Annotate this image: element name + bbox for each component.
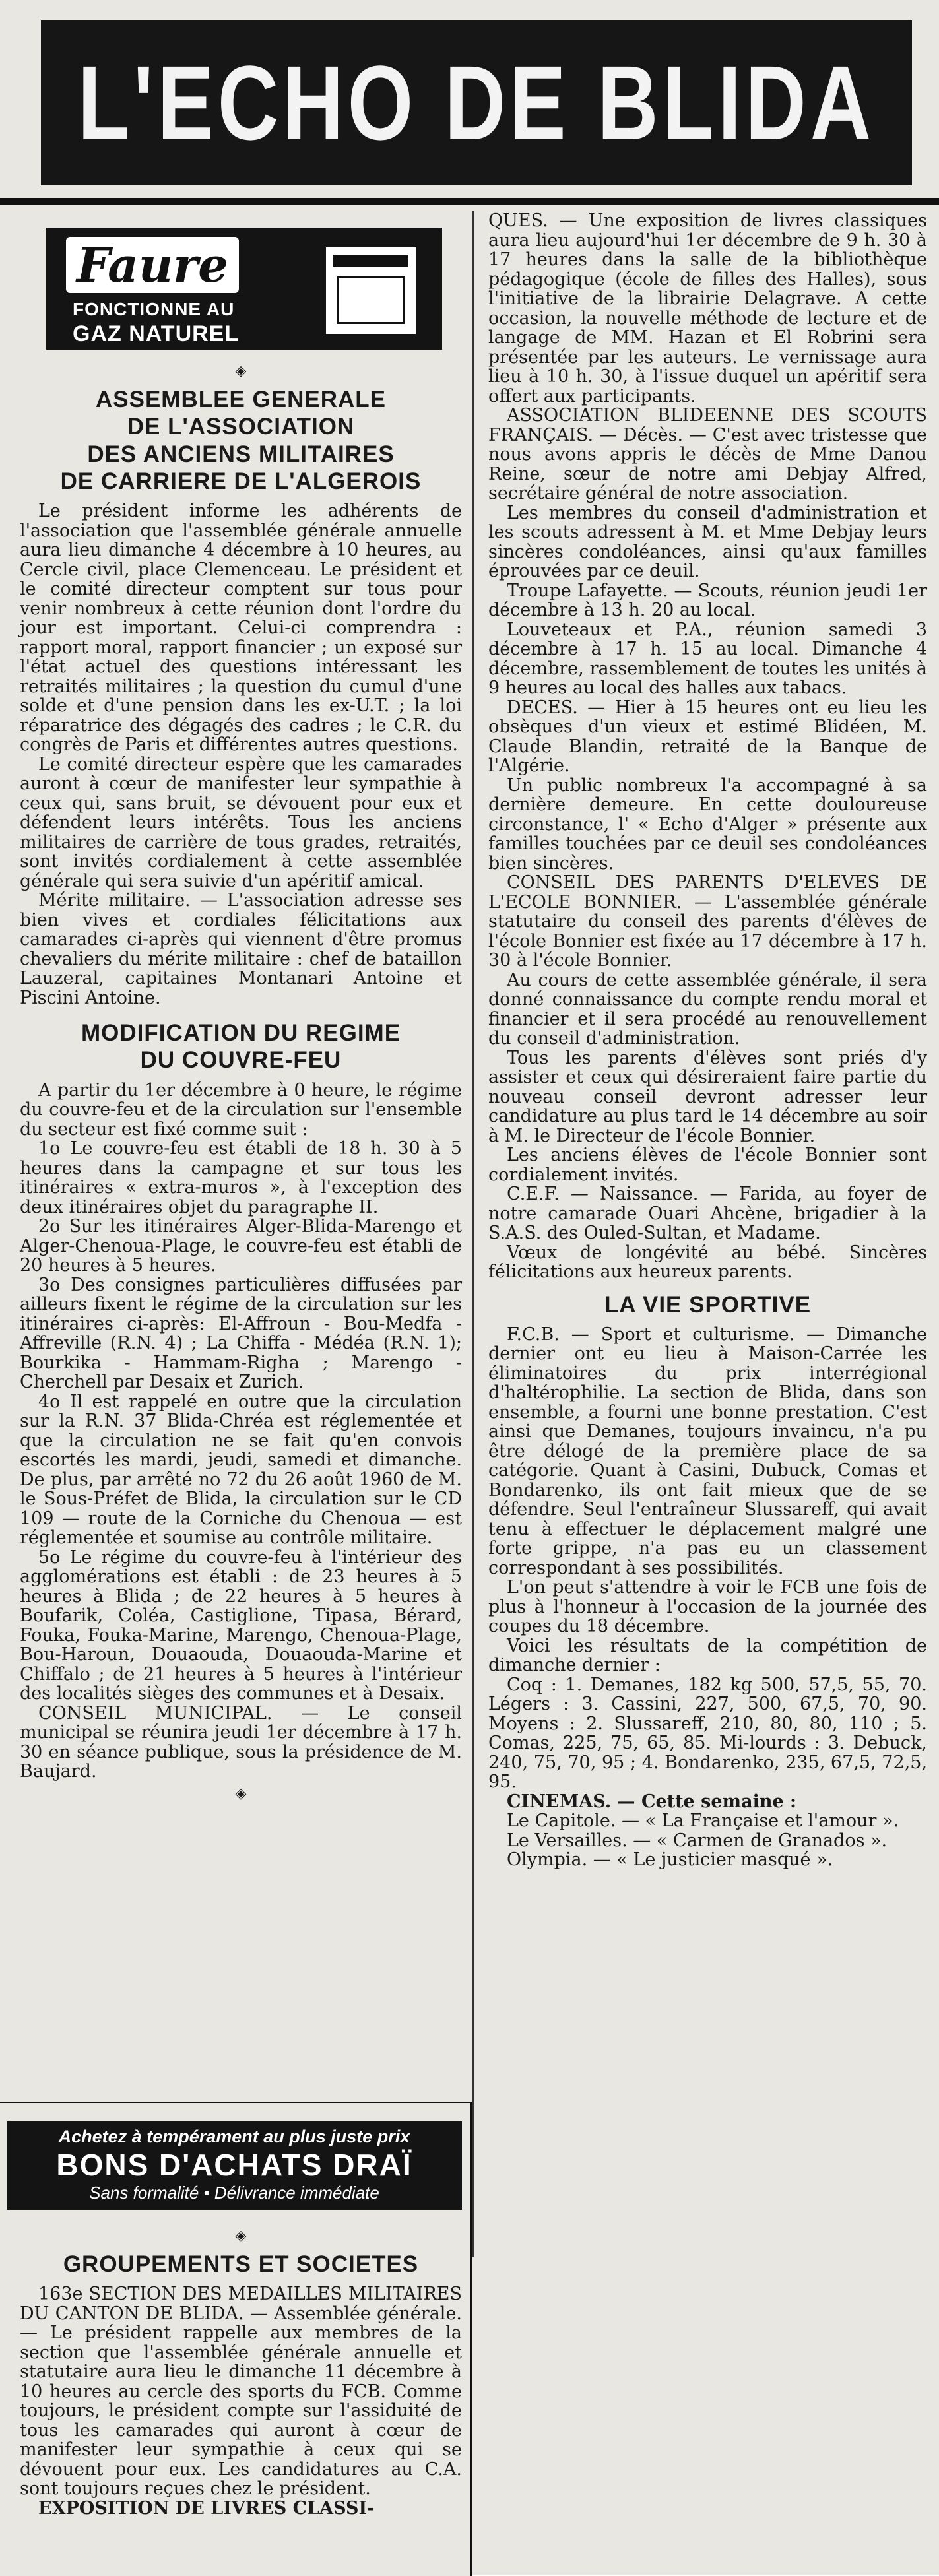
article-paragraph: Olympia. — « Le justicier masqué ». [507,1850,833,1871]
article-paragraph: Mérite militaire. — L'association adresse ses bien vives et cordiales félicitations aux camarades ci-après qui viennent d'être promus chevaliers du mérite militaire : chef de bataillon Lauzeral, capitaines Montanari Antoine et Piscini Antoine. [20,890,462,1008]
drai-advertisement [7,2121,462,2210]
article-headline-groupements [20,2251,462,2278]
article-paragraph: Le Capitole. — « La Française et l'amour ». [507,1811,899,1832]
article-paragraph: CINEMAS. — Cette semaine : [507,1791,797,1812]
article-paragraph: DECES. — Hier à 15 heures ont eu lieu les obsèques d'un vieux et estimé Blidéen, M. Claude Blandin, retraité de la Banque de l'Algérie. [488,697,927,776]
article-paragraph: Vœux de longévité au bébé. Sincères félicitations aux heureux parents. [488,1242,927,1282]
separator-ornament: ◈ [235,2228,247,2244]
headline-line: MODIFICATION DU REGIME [81,1020,401,1046]
article-paragraph: Le comité directeur espère que les camarades auront à cœur de manifester leur sympathie à ceux qui, sans bruit, se dévouent pour eux et défendent leurs intérêts. Tous les anciens militaires de carrière de tous grades, retraités, sont invités cordialement à cette assemblée générale qui sera suivie d'un apéritif amical. [20,754,462,891]
article-paragraph: F.C.B. — Sport et culturisme. — Dimanche dernier ont eu lieu à Maison-Carrée les éliminatoires du prix interrégional d'haltérophilie. La section de Blida, dans son ensemble, a fourni une bonne prestation. C'est ainsi que Demanes, toujours invaincu, n'a pu être délogé de la première place de sa catégorie. Quant à Casini, Dubuck, Comas et Bondarenko, ils ont fait mieux que de se défendre. Seul l'entraîneur Slussareff, qui avait tenu à effectuer le déplacement malgré une forte grippe, n'a pas eu un classement correspondant à ses possibilités. [488,1324,927,1578]
headline-line: GROUPEMENTS ET SOCIETES [63,2251,419,2277]
article-paragraph: Louveteaux et P.A., réunion samedi 3 décembre à 17 h. 15 au local. Dimanche 4 décembre, rassemblement de toutes les unités à 9 heures au local des halles aux tabacs. [488,619,927,698]
article-paragraph: CONSEIL MUNICIPAL. — Le conseil municipal se réunira jeudi 1er décembre à 17 h. 30 en séance publique, sous la présidence de M. Baujard. [20,1702,462,1782]
separator-ornament: ◈ [235,1785,247,1802]
article-paragraph: 3o Des consignes particulières diffusées par ailleurs fixent le régime de la circulation sur les itinéraires ci-après: El-Affroun - Bou-Medfa - Affreville (R.N. 4) ; La Chiffa - Médéa (R.N. 1); Bourkika - Hammam-Righa ; Marengo - Cherchell par Desaix et Zurich. [20,1274,462,1393]
article-headline-assemblee [20,386,462,495]
article-paragraph: Voici les résultats de la compétition de dimanche dernier : [488,1635,927,1676]
article-paragraph: 5o Le régime du couvre-feu à l'intérieur des agglomérations est établi : de 23 heures à 5 heures à Blida ; de 22 heures à 5 heures à Boufarik, Coléa, Castiglione, Tipasa, Bérard, Fouka, Fouka-Marine, Marengo, Chenoua-Plage, Bou-Haroun, Douaouda, Douaouda-Marine et Chiffalo ; de 21 heures à 5 heures à l'intérieur des localités sièges des communes et à Desaix. [20,1547,462,1704]
drai-line-2: BONS D'ACHATS DRAÏ [56,2148,412,2182]
headline-line: DU COUVRE-FEU [140,1047,342,1074]
article-paragraph: Troupe Lafayette. — Scouts, réunion jeudi 1er décembre à 13 h. 20 au local. [488,580,927,620]
article-paragraph: A partir du 1er décembre à 0 heure, le régime du couvre-feu et de la circulation sur l'ensemble du secteur est fixé comme suit : [20,1079,462,1140]
article-paragraph: L'on peut s'attendre à voir le FCB une fois de plus à l'honneur à l'occasion de la journée des coupes du 18 décembre. [488,1577,927,1637]
faure-tagline-2: GAZ NATUREL [73,321,240,346]
top-rule [0,198,939,205]
headline-line: DE L'ASSOCIATION [127,414,355,440]
article-paragraph: Les membres du conseil d'administration et les scouts adressent à M. et Mme Debjay leurs sincères condoléances, ainsi qu'aux familles éprouvées par ce deuil. [488,502,927,581]
article-paragraph: Coq : 1. Demanes, 182 kg 500, 57,5, 55, 70. Légers : 3. Cassini, 227, 500, 67,5, 70, 90. Moyens : 2. Slussareff, 210, 80, 80, 110 ; 5. Comas, 225, 75, 65, 85. Mi-lourds : 3. Debuck, 240, 75, 70, 95 ; 4. Bondarenko, 235, 67,5, 72,5, 95. [488,1674,927,1793]
article-paragraph: CONSEIL DES PARENTS D'ELEVES DE L'ECOLE BONNIER. — L'assemblée générale statutaire du conseil des parents d'élèves de l'école Bonnier est fixée au 17 décembre à 17 h. 30 à l'école Bonnier. [488,872,927,971]
separator-ornament: ◈ [235,363,247,379]
article-paragraph: 1o Le couvre-feu est établi de 18 h. 30 à 5 heures dans la campagne et sur tous les itinéraires « extra-muros », à l'exception des deux itinéraires objet du paragraphe II. [20,1138,462,1217]
groupements-section [20,2224,462,2518]
column-divider [472,211,474,2257]
article-paragraph: Au cours de cette assemblée générale, il sera donné connaissance du compte rendu moral et financier et il sera procédé au renouvellement du conseil d'administration. [488,969,927,1048]
headline-line: DE CARRIERE DE L'ALGEROIS [60,468,422,494]
headline-line: ASSEMBLEE GENERALE [96,387,386,412]
article-paragraph: 4o Il est rappelé en outre que la circulation sur la R.N. 37 Blida-Chréa est réglementée et que la circulation ne se fait qu'en convois escortés les mardi, jeudi, samedi et dimanche. De plus, par arrêté no 72 du 26 août 1960 de M. le Sous-Préfet de Blida, la circulation sur le CD 109 — route de la Corniche du Chenoua — est réglementée et soumise au contrôle militaire. [20,1391,462,1549]
faure-brand-logo: Faure [66,237,239,293]
masthead-title: L'ECHO DE BLIDA [41,20,912,185]
article-paragraph: EXPOSITION DE LIVRES CLASSI- [38,2497,375,2519]
headline-line: DES ANCIENS MILITAIRES [87,441,395,467]
left-column [20,211,462,1809]
drai-line-3: Sans formalité • Délivrance immédiate [89,2183,379,2203]
article-paragraph: C.E.F. — Naissance. — Farida, au foyer de notre camarade Ouari Ahcène, brigadier à la S.A.S. des Ouled-Sultan, et Madame. [488,1184,927,1243]
article-paragraph: 163e SECTION DES MEDAILLES MILITAIRES DU CANTON DE BLIDA. — Assemblée générale. — Le président rappelle aux membres de la section que l'assemblée générale annuelle et statutaire aura lieu le dimanche 11 décembre à 10 heures au cercle des sports du FCB. Comme toujours, le président compte sur l'assiduité de tous les camarades qui auront à cœur de manifester leur sympathie à ceux qui se dévouent pour eux. Les candidatures au C.A. sont toujours reçues chez le président. [20,2284,462,2499]
article-headline-couvre-feu [20,1019,462,1074]
drai-line-1: Achetez à tempérament au plus juste prix [58,2127,410,2146]
faure-advertisement [46,228,442,350]
stove-icon [326,247,416,334]
article-paragraph: Un public nombreux l'a accompagné à sa dernière demeure. En cette douloureuse circonstance, l' « Echo d'Alger » présente aux familles touchées par ce deuil ses condoléances bien sincères. [488,775,927,874]
article-paragraph: QUES. — Une exposition de livres classiques aura lieu aujourd'hui 1er décembre de 9 h. 30 à 17 heures dans la salle de la bibliothèque pédagogique (école de filles des Halles), sous l'initiative de la librairie Delagrave. A cette occasion, la nouvelle méthode de lecture et de langage de MM. Hazan et El Robrini sera présentée par les auteurs. Le vernissage aura lieu à 10 h. 30, à l'issue duquel un apéritif sera offert aux participants. [488,210,927,406]
article-paragraph: Tous les parents d'élèves sont priés d'y assister et ceux qui désireraient faire partie du nouveau conseil devront adresser leur candidature au plus tard le 14 décembre au soir à M. le Directeur de l'école Bonnier. [488,1047,927,1146]
article-paragraph: ASSOCIATION BLIDEENNE DES SCOUTS FRANÇAIS. — Décès. — C'est avec tristesse que nous avons appris le décès de Mme Danou Reine, sœur de notre ami Debjay Alfred, secrétaire général de notre association. [488,405,927,503]
faure-tagline-1: FONCTIONNE AU [73,299,235,319]
right-column [488,211,927,1870]
article-paragraph: Le Versailles. — « Carmen de Granados ». [507,1830,888,1851]
drai-ad-wrapper [7,2108,462,2223]
article-paragraph: Les anciens élèves de l'école Bonnier sont cordialement invités. [488,1145,927,1185]
sport-headline: LA VIE SPORTIVE [604,1291,812,1318]
article-paragraph: Le président informe les adhérents de l'association que l'assemblée générale annuelle aura lieu dimanche 4 décembre à 10 heures, au Cercle civil, place Clemenceau. Le président et le comité directeur comptent sur tous pour venir nombreux à cette réunion dont l'ordre du jour est important. Celui-ci comprendra : rapport moral, rapport financier ; un exposé sur l'état actuel des questions intéressant les retraités militaires ; la question du cumul d'une solde et d'une pension dans les ex-U.T. ; la loi réparatrice des dégagés des cadres ; le C.R. du congrès de Paris et différentes autres questions. [20,501,462,756]
article-paragraph: 2o Sur les itinéraires Alger-Blida-Marengo et Alger-Chenoua-Plage, le couvre-feu est établi de 20 heures à 5 heures. [20,1216,462,1276]
